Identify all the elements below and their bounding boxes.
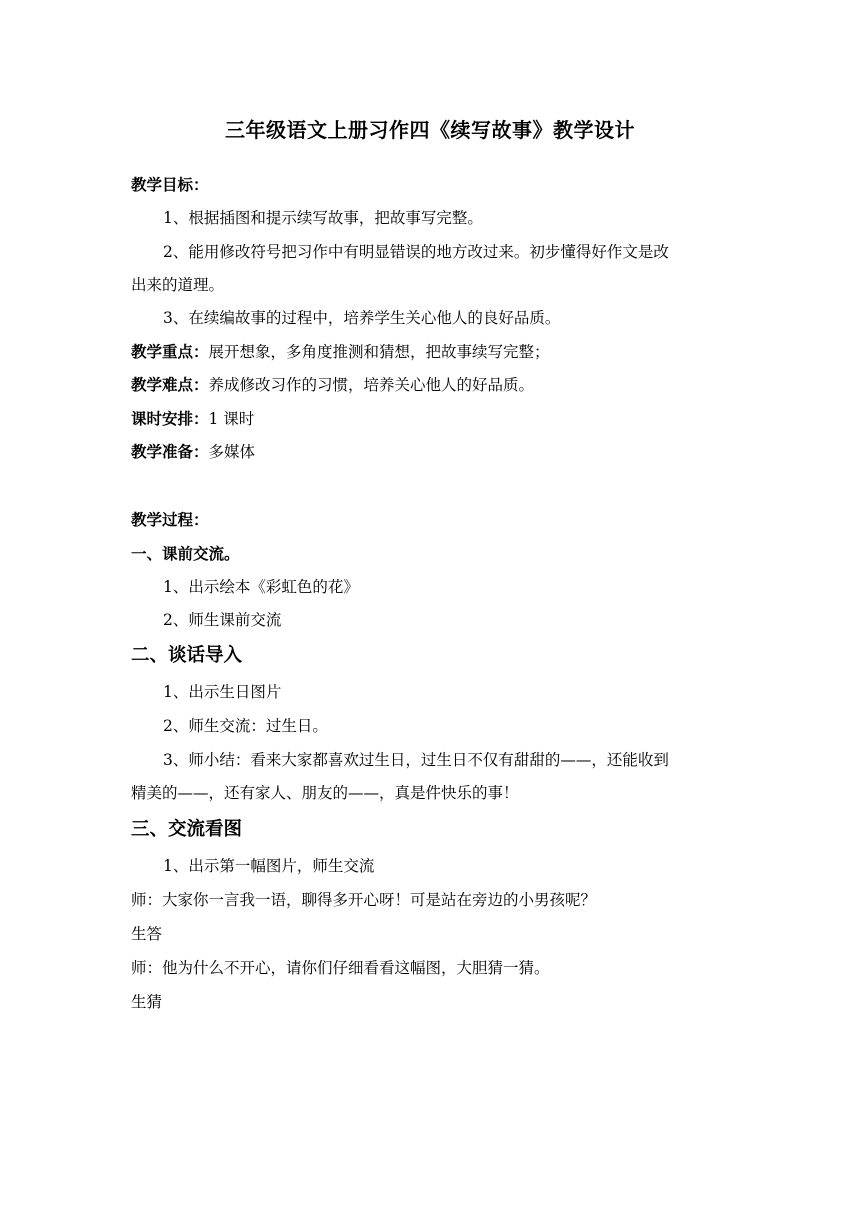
section-item: 1、出示绘本《彩虹色的花》 — [163, 578, 359, 596]
section-item: 2、师生课前交流 — [163, 611, 282, 629]
section-heading: 一、课前交流。 — [131, 545, 240, 563]
section-item-continuation: 精美的——，还有家人、朋友的——，真是件快乐的事！ — [131, 784, 519, 802]
key-point-label: 教学重点： — [131, 343, 209, 361]
difficulty-line — [131, 374, 534, 396]
preparation-line — [131, 441, 255, 463]
schedule-text: 1 课时 — [208, 410, 255, 428]
schedule-label: 课时安排： — [131, 410, 209, 428]
goal-item-continuation: 出来的道理。 — [131, 276, 225, 294]
section-heading: 二、谈话导入 — [131, 645, 243, 666]
key-point-line — [131, 341, 550, 363]
section-item: 2、师生交流：过生日。 — [163, 717, 328, 735]
preparation-label: 教学准备： — [131, 443, 209, 461]
process-heading: 教学过程： — [131, 511, 209, 529]
dialogue-line: 师：大家你一言我一语，聊得多开心呀！可是站在旁边的小男孩呢？ — [131, 891, 597, 909]
schedule-line — [131, 408, 254, 430]
section-heading: 三、交流看图 — [131, 819, 243, 840]
dialogue-line: 师：他为什么不开心，请你们仔细看看这幅图，大胆猜一猜。 — [131, 959, 550, 977]
goals-heading: 教学目标： — [131, 176, 209, 194]
difficulty-text: 养成修改习作的习惯，培养关心他人的好品质。 — [208, 376, 535, 394]
section-item: 1、出示第一幅图片，师生交流 — [163, 857, 375, 875]
goal-item: 1、根据插图和提示续写故事，把故事写完整。 — [163, 209, 483, 227]
dialogue-line: 生答 — [131, 925, 163, 943]
preparation-text: 多媒体 — [208, 443, 256, 461]
goal-item: 2、能用修改符号把习作中有明显错误的地方改过来。初步懂得好作文是改 — [163, 243, 669, 261]
key-point-text: 展开想象，多角度推测和猜想，把故事续写完整； — [208, 343, 550, 361]
dialogue-line: 生猜 — [131, 993, 163, 1011]
section-item: 1、出示生日图片 — [163, 683, 282, 701]
goal-item: 3、在续编故事的过程中，培养学生关心他人的良好品质。 — [163, 309, 561, 327]
section-item: 3、师小结：看来大家都喜欢过生日，过生日不仅有甜甜的——，还能收到 — [163, 751, 669, 769]
difficulty-label: 教学难点： — [131, 376, 209, 394]
document-title: 三年级语文上册习作四《续写故事》教学设计 — [225, 118, 635, 142]
